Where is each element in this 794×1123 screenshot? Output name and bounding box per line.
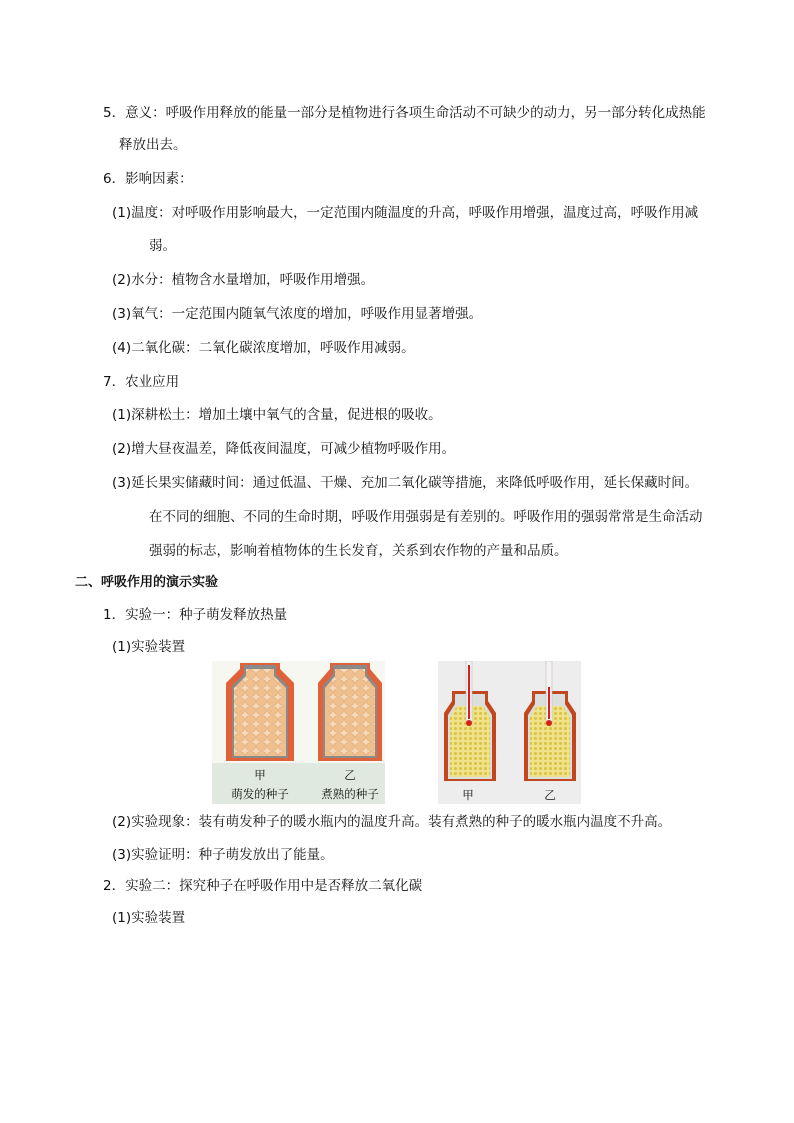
item-6-1-continuation: 弱。 [149, 238, 176, 254]
item-7-3-storage: (3)延长果实储藏时间：通过低温、干燥、充加二氧化碳等措施，来降低呼吸作用，延长保藏时间。 [112, 475, 699, 491]
section-2-heading: 二、呼吸作用的演示实验 [75, 575, 219, 590]
experiment-1-conclusion: (3)实验证明：种子萌发放出了能量。 [112, 847, 334, 863]
experiment-1-apparatus: (1)实验装置 [112, 639, 186, 655]
item-6-2-water: (2)水分：植物含水量增加，呼吸作用增强。 [112, 272, 375, 288]
item-5-continuation: 释放出去。 [119, 137, 187, 153]
experiment-1-heading: 1．实验一：种子萌发释放热量 [103, 607, 288, 623]
flask-germinating [226, 663, 294, 761]
caption-germinating: 萌发的种子 [231, 787, 289, 801]
note-line-2: 强弱的标志，影响着植物体的生长发育，关系到农作物的产量和品质。 [149, 543, 568, 559]
note-line-1: 在不同的细胞、不同的生命时期，呼吸作用强弱是有差别的。呼吸作用的强弱常常是生命活动 [149, 509, 703, 525]
caption-boiled: 煮熟的种子 [321, 787, 379, 801]
item-6-1-temperature: (1)温度：对呼吸作用影响最大，一定范围内随温度的升高，呼吸作用增强，温度过高，呼吸作用减 [112, 205, 699, 221]
item-6-4-co2: (4)二氧化碳：二氧化碳浓度增加，呼吸作用减弱。 [112, 340, 415, 356]
flask-label-b: 乙 [344, 768, 356, 782]
experiment-2-heading: 2．实验二：探究种子在呼吸作用中是否释放二氧化碳 [103, 878, 423, 894]
item-7-heading: 7．农业应用 [103, 374, 180, 390]
item-5-significance: 5．意义：呼吸作用释放的能量一部分是植物进行各项生命活动不可缺少的动力，另一部分转化成热能 [103, 105, 706, 121]
thermos-label-a: 甲 [462, 788, 474, 802]
experiment-2-apparatus: (1)实验装置 [112, 910, 186, 926]
flask-label-a: 甲 [254, 768, 266, 782]
thermos-label-b: 乙 [544, 788, 556, 802]
item-7-2-temperature-difference: (2)增大昼夜温差，降低夜间温度，可减少植物呼吸作用。 [112, 441, 456, 457]
item-7-1-tillage: (1)深耕松土：增加土壤中氧气的含量，促进根的吸收。 [112, 407, 442, 423]
thermos-seed-figure [212, 661, 385, 804]
item-6-3-oxygen: (3)氧气：一定范围内随氧气浓度的增加，呼吸作用显著增强。 [112, 306, 483, 322]
thermometer-figure [438, 661, 581, 804]
flask-boiled [318, 663, 382, 761]
thermometer-b-mercury [548, 687, 550, 719]
experiment-1-phenomenon: (2)实验现象：装有萌发种子的暖水瓶内的温度升高。装有煮熟的种子的暖水瓶内温度不升高。 [112, 814, 672, 830]
thermometer-a-mercury [468, 665, 470, 719]
item-6-heading: 6．影响因素： [103, 171, 193, 187]
